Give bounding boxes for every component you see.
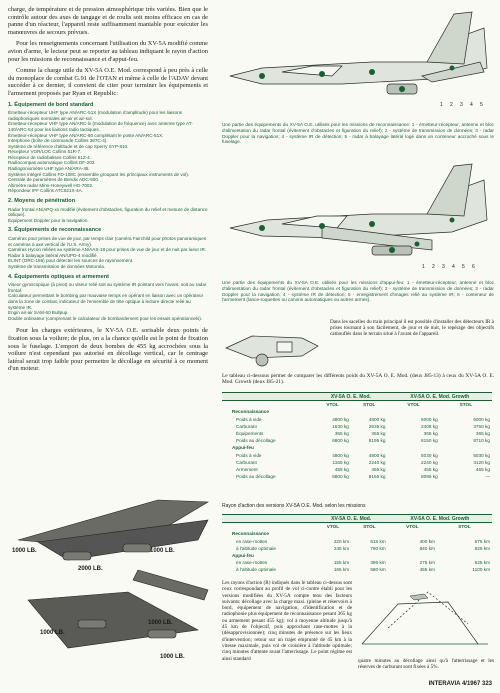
callout-number: 4 — [470, 102, 473, 108]
equipment-item: Radiocompas automatique Collins DF-203. — [8, 160, 96, 166]
flight-profile-diagram — [358, 584, 494, 654]
table-sub-header: VTOL — [326, 402, 339, 408]
row-label: Poids à vide — [236, 416, 262, 422]
nacelle-side-text: Dans les sacelles du train principal il est possible d'installer des détecteurs IR à prises tournant à son facilement, de jour et de nuit, le repérage des objectifs camouflés dans le terrain situé à l'avant de l'appareil. — [330, 319, 494, 337]
table-cell: 4800 kg — [332, 452, 349, 458]
row-label: à l'altitude optimale — [236, 567, 276, 573]
table-cell: 275 km — [419, 560, 435, 566]
table-cell: 2240 kg — [368, 459, 386, 465]
table-row — [222, 452, 492, 459]
row-label: en rase-mottes — [236, 560, 268, 566]
section-items — [8, 282, 208, 321]
equipment-item: Émetteur-récepteur UHF type AN/ARC-51X (modulation d'amplitude) pour les liaisons radiophoniques normales air-air et air-sol. — [8, 110, 182, 121]
table-cell: 580 km — [370, 567, 386, 573]
equipment-item: Émetteur-récepteur VHF type AN/ARC-lx (modulation de fréquence) avec antenne type AT-140/ARC-54 pour les liaisons radio tactiques. — [8, 121, 193, 132]
table-cell: 455 kg — [334, 466, 349, 472]
equipment-item: Récepteur de radiobalises Collins 51Z-4. — [8, 154, 91, 160]
table-cell: 4800 kg — [332, 416, 349, 422]
equipment-item: Caméras Hycon reliées au système AN/AAS-18 pour prises de vue de jour et de nuit par lueur IR. — [8, 247, 207, 253]
table-cell: 8095 kg — [421, 474, 438, 480]
bottom-right-paragraph: quatre minutes au décollage ainsi qu'à l'atterrissage et les réserves de carburant sont fixées à 5%. — [358, 658, 494, 671]
table-row — [222, 459, 492, 466]
row-label: Carburant — [236, 423, 257, 429]
weight-label: 1000 LB. — [148, 620, 173, 626]
table-group-label: Reconnaissance — [232, 531, 269, 537]
table-cell: 1165 kg — [332, 459, 349, 465]
table-row — [222, 545, 492, 552]
table-sub-header: STOL — [362, 402, 376, 408]
figure-2-caption: Une partie des équipements du XV-5A O.E. utilisés pour les missions d'appui-feu: 1 - émetteur-récepteur, antenne et bloc d'alimentation du radar frontal (évitement d'obstacles et figuration du relief); 2 - système de transmission de données; 3 - radar Doppler pour la navigation; 4 - système IR de détection; 5 - enregistrement d'images relié au système IR; 6 - conteneur de l'armement (lance-roquettes ou canons automatiques ou autres armes). — [222, 280, 494, 303]
equipment-item: Caméras pour prises de vue de jour, par temps clair (caméra Fairchild pour photos panoramiques et caméras à axe vertical de l'U.S. Army). — [8, 236, 207, 247]
row-label: Poids au décollage — [236, 438, 276, 444]
callout-number: 5 — [462, 264, 465, 270]
callout-number: 3 — [460, 102, 463, 108]
table-row — [222, 559, 492, 566]
table-cell: 395 km — [370, 560, 386, 566]
equipment-item: Engin air-air SAM-60 Bullpup. — [8, 310, 69, 316]
table-cell: 365 kg — [475, 431, 490, 437]
table-row — [222, 566, 492, 573]
intro-paragraph: Comme la charge utile du XV-5A O.E. Mod. correspond à peu près à celle du monoplace de combat G.91 de l'OTAN et même à celle de l'ADAV devant succéder à ce dernier, il convient de citer pour terminer les équipements et l'armement proposés par Ryan et Republic: — [8, 67, 208, 97]
equipment-item: Double ordinateur (comprenant le calculateur de bombardement pour les essais opérationnels). — [8, 315, 203, 321]
equipment-item: Centrale de paramètres de Bendix ADC-500. — [8, 177, 100, 183]
table-cell: 8155 kg — [368, 474, 386, 480]
weight-label: 2000 LB. — [78, 566, 103, 572]
row-label: Équipements — [236, 431, 264, 437]
equipment-item: Équipement Doppler pour la navigation. — [8, 217, 89, 223]
table-row — [222, 430, 492, 437]
callout-number: 4 — [452, 264, 455, 270]
section-heading: 3. Équipements de reconnaissance — [8, 227, 102, 234]
table-col-header: XV-5A O. E. Mod. Growth — [410, 515, 470, 522]
table-row — [222, 423, 492, 430]
table-group-label: Reconnaissance — [232, 409, 269, 415]
equipment-item: Calculateur permettant le bombing par mauvaise temps en opérant en liaison avec un opérateur dans la zone de combat, indicateur de l'ensemble de tête optique à lecture directe relié au système IR. — [8, 293, 204, 310]
table-cell: 4800 kg — [368, 416, 386, 422]
table-cell: 455 km — [419, 567, 435, 573]
table-row — [222, 538, 492, 545]
fig1-callouts — [440, 102, 483, 108]
table-cell: 840 km — [419, 545, 435, 551]
table-cell: 3750 kg — [473, 423, 490, 429]
table-cell: 6000 kg — [473, 416, 490, 422]
table-sub-header: VTOL — [326, 524, 340, 530]
section-heading: 1. Équipement de bord standard — [8, 101, 94, 108]
table-cell: 2240 kg — [421, 459, 438, 465]
aircraft-fire-support-figure — [222, 156, 494, 276]
equipment-item: ELINT (ORC-186) pour détecter les sources de rayonnement. — [8, 258, 134, 264]
callout-number: 5 — [480, 102, 483, 108]
table-sub-header: STOL — [458, 524, 471, 530]
table-cell: 455 kg — [475, 466, 490, 472]
table-row — [222, 437, 492, 444]
table-cell: 8710 kg — [473, 438, 490, 444]
intro-paragraph: Pour les renseignements concernant l'utilisation du XV-5A modifié comme avion d'arme, le lecteur peut se reporter au tableau indiquant le rayon d'action pour les missions de reconnaissance et d'appui-feu. — [8, 40, 208, 63]
equipment-item: Interphone (boîte de commande Collins 387C-4). — [8, 138, 108, 144]
table-cell: 6800 kg — [332, 438, 349, 444]
intro-paragraph: charge, de température et de pression atmosphérique très variées. Bien que le contrôle autour des axes de tangage et de roulis soit moins efficace en cas de panne d'un réacteur, l'appareil reste suffisamment maniable pour exécuter les manœuvres de secours prévues. — [8, 6, 208, 36]
weight-label: 1000 LB. — [12, 548, 37, 554]
table-col-header: XV-5A O. E. Mod. Growth — [410, 393, 470, 400]
table-group-label: Appui-feu — [232, 445, 254, 451]
table-cell: 4800 kg — [368, 452, 386, 458]
row-label: en rase-mottes — [236, 538, 268, 544]
table-cell: 515 km — [370, 538, 386, 544]
section-heading: 4. Équipements optiques et armement — [8, 273, 110, 280]
weight-label: 1000 LB. — [150, 548, 175, 554]
table-cell: 825 km — [474, 545, 490, 551]
table-cell: 365 kg — [371, 431, 386, 437]
row-label: Poids à vide — [236, 452, 262, 458]
weights-table — [222, 392, 492, 480]
callout-number: 3 — [442, 264, 445, 270]
fig2-callouts — [422, 264, 475, 270]
table-cell: 1100 km — [472, 567, 490, 573]
table-sub-header: VTOL — [406, 524, 419, 530]
figure-1-caption: Une partie des équipements du XV-5A O.E. utilisés pour les missions de reconnaissance: 1 - émetteur-récepteur, antenne et bloc d'alimentation du radar frontal (évitement d'obstacles et figuration du relief); 2 - système de transmission de données; 3 - radar Doppler pour la navigation; 4 - système IR de détection; 5 - radar à balayage latéral logé dans un conteneur accroché sous le fuselage. — [222, 122, 494, 145]
callout-number: 2 — [450, 102, 453, 108]
table-cell: 220 km — [333, 538, 350, 544]
callout-number: 2 — [432, 264, 435, 270]
table-cell: 165 km — [333, 567, 350, 573]
equipment-item: Émetteur-récepteur VHF type AN/ARC-60 complétant le poste AN/ARC-51X. — [8, 132, 164, 138]
table-sub-header: VTOL — [407, 402, 420, 408]
table-cell: 5030 kg — [421, 452, 438, 458]
table-sub-header: STOL — [363, 524, 376, 530]
range-table-title: Rayon d'action des versions XV-5A O.E. Mod. selon les missions — [222, 503, 366, 509]
table-cell: 6800 kg — [332, 474, 349, 480]
section-items — [8, 110, 208, 194]
table-cell: 625 km — [474, 560, 490, 566]
table-cell: 365 kg — [423, 431, 438, 437]
table-cell: 575 km — [474, 538, 490, 544]
equipment-item: Radiogoniomètre UHF type AN/ARA-48. — [8, 166, 90, 172]
equipment-list — [8, 102, 208, 322]
table-row — [222, 416, 492, 423]
table-cell: 5030 kg — [473, 452, 490, 458]
equipment-item: Radar à balayage latéral AN/UPD-4 modifié. — [8, 252, 98, 258]
table-cell: 2408 kg — [421, 423, 438, 429]
table-intro: Le tableau ci-dessous permet de comparer les différents poids du XV-5A O. E. Mod. (deux J85-13) à ceux du XV-5A O. E. Mod. Growth (deux J85-21). — [222, 373, 494, 385]
table-group-label: Appui-feu — [232, 553, 254, 559]
table-cell: 3120 kg — [473, 459, 490, 465]
table-cell: — — [485, 474, 490, 480]
nacelle-ir-figure — [222, 318, 322, 370]
row-label: Carburant — [236, 459, 257, 465]
table-cell: 155 km — [333, 560, 350, 566]
row-label: Poids au décollage — [236, 474, 276, 480]
row-label: à l'altitude optimale — [236, 545, 276, 551]
equipment-item: Système intégré Collins FD-108C (ensemble groupant les principaux instruments de vol). — [8, 171, 190, 177]
equipment-item: Répondeur IFF Collins ATC821X-4A. — [8, 188, 83, 194]
equipment-item: Système de référence d'altitude et de cap Sperry SYP-810. — [8, 143, 129, 149]
table-cell: 1630 kg — [332, 423, 349, 429]
section-heading: 2. Moyens de pénétration — [8, 198, 76, 205]
bottom-paragraph: Les rayons d'action (R) indiqués dans le tableau ci-dessus sont ceux correspondant au profil de vol ci-contre établi pour les versions modifiées du XV-5A compte tenu des facteurs suivants: décollage avec la charge maxi. (pleine et réservoirs à bord, équipement de navigation, d'identification et de radiophonie plus équipement de reconnaissance pesant 365 kg ou armement pesant 455 kg); vol à moyenne altitude jusqu'à 45 km de l'objectif, puis approchant rase-mottes à la (désapprovisionnée); cinq minutes de présence sur les lieux d'intervention; retour sur un trajet emprunté de 45 km à la vitesse maximale, puis vol de croisière à l'altitude optimale; cinq minutes d'attente avant l'atterrissage. Le point régime est ainsi standard — [222, 580, 352, 662]
table-col-header: XV-5A O. E. Mod. — [331, 515, 372, 522]
table-cell: 8150 kg — [421, 438, 438, 444]
section-items — [8, 207, 208, 224]
table-cell: 455 kg — [423, 466, 438, 472]
equipment-item: Radar frontal AN/APQ-xx modifié (évitement d'obstacles, figuration du relief et mesure de distance oblique). — [8, 206, 208, 218]
table-row — [222, 466, 492, 473]
table-cell: 790 km — [370, 545, 386, 551]
table-cell: 400 km — [419, 538, 435, 544]
table-cell: 8195 kg — [368, 438, 386, 444]
table-col-header: XV-5A O. E. Mod. — [330, 393, 371, 400]
table-cell: 455 kg — [371, 466, 386, 472]
callout-number: 1 — [422, 264, 425, 270]
table-sub-header: STOL — [459, 402, 473, 408]
callout-number: 6 — [472, 264, 475, 270]
left-column — [8, 6, 208, 377]
table-cell: 6000 kg — [421, 416, 438, 422]
row-label: Armement — [236, 466, 258, 472]
equipment-item: Altimètre radar Minn-Honeywell HG-7002. — [8, 182, 94, 188]
lower-left-paragraph: Pour les charges extérieures, le XV-5A O.E. sorisable deux points de fixation sous la voilure; de plus, on a la chance qu'elle est le point de fixation sous le fuselage. L'emport de deux bombes de 455 kg accrochées sous la voilure n'est cependant pas autorisé en décollage vertical, car le centrage latéral serait trop faible pour permettre le décollage en sécurité à ce moment d'un moteur. — [8, 327, 208, 373]
weight-label: 1000 LB. — [40, 630, 65, 636]
weight-label: 1000 LB. — [160, 654, 185, 660]
equipment-item: Système de transmission de données Motorola. — [8, 263, 106, 269]
equipment-item: Récepteur VOR/LOC Collins 51R-7. — [8, 149, 82, 155]
table-cell: 245 km — [333, 545, 350, 551]
page-footer: INTERAVIA 4/1967 323 — [428, 681, 492, 687]
aircraft-reconnaissance-figure — [222, 6, 494, 118]
section-items — [8, 236, 208, 270]
table-cell: 365 kg — [334, 431, 349, 437]
table-row — [222, 473, 492, 480]
range-table — [222, 514, 492, 574]
callout-number: 1 — [440, 102, 443, 108]
table-cell: 2635 kg — [368, 423, 386, 429]
equipment-item: Viseur gyroscopique (à pivot) ou viseur relié soit au système IR pointant vers l'avant, soit au radar frontal. — [8, 282, 207, 293]
